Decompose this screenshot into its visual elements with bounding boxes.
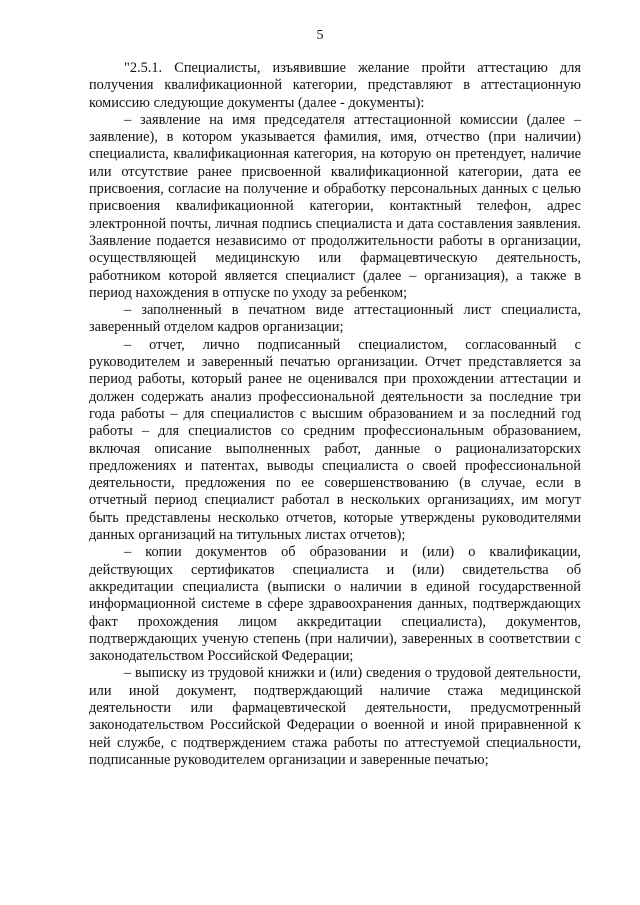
paragraph-attestation-sheet: – заполненный в печатном виде аттестационный лист специалиста, заверенный отделом кадров организации; xyxy=(89,302,581,336)
paragraph-application: – заявление на имя председателя аттестационной комиссии (далее – заявление), в котором указывается фамилия, имя, отчество (при наличии) специалиста, квалификационная категория, на которую он претендует, наличие или отсутствие ранее присвоенной квалификационной категории, дата ее присвоения, согласие на получение и обработку персональных данных с целью присвоения квалификационной категории, контактный телефон, адрес электронной почты, личная подпись специалиста и дата составления заявления. Заявление подается независимо от продолжительности работы в организации, осуществляющей медицинскую или фармацевтическую деятельность, работником которой является специалист (далее – организация), а также в период нахождения в отпуске по уходу за ребенком; xyxy=(89,111,581,301)
paragraph-education-copies: – копии документов об образовании и (или) о квалификации, действующих сертификатов специалиста и (или) свидетельства об аккредитации специалиста (выписки о наличии в единой государственной информационной системе в сфере здравоохранения данных, подтверждающих факт прохождения лицом аккредитации специалиста), документов, подтверждающих ученую степень (при наличии), заверенных в соответствии с законодательством Российской Федерации; xyxy=(89,544,581,665)
page-number: 5 xyxy=(316,28,324,43)
paragraph-report: – отчет, лично подписанный специалистом, согласованный с руководителем и заверенный печатью организации. Отчет представляется за период работы, который ранее не оценивался при прохождении аттестации и должен содержать анализ профессиональной деятельности за последние три года работы – для специалистов с высшим образованием и за последний год работы – для специалистов со средним профессиональным образованием, включая описание выполненных работ, данные о рационализаторских предложениях и патентах, выводы специалиста о своей профессиональной деятельности, предложения по ее совершенствованию (в случае, если в отчетный период специалист работал в нескольких организациях, им могут быть представлены несколько отчетов, которые утверждены руководителями данных организаций на титульных листах отчетов); xyxy=(89,336,581,544)
paragraph-employment-record: – выписку из трудовой книжки и (или) сведения о трудовой деятельности, или иной документ, подтверждающий наличие стажа медицинской деятельности или фармацевтической деятельности, предусмотренный законодательством Российской Федерации о военной и иной приравненной к ней службе, с подтверждением стажа работы по аттестуемой специальности, подписанные руководителем организации и заверенные печатью; xyxy=(89,665,581,768)
paragraph-intro: "2.5.1. Специалисты, изъявившие желание пройти аттестацию для получения квалификационной категории, представляют в аттестационную комиссию следующие документы (далее - документы): xyxy=(89,60,581,111)
document-body xyxy=(89,60,581,769)
